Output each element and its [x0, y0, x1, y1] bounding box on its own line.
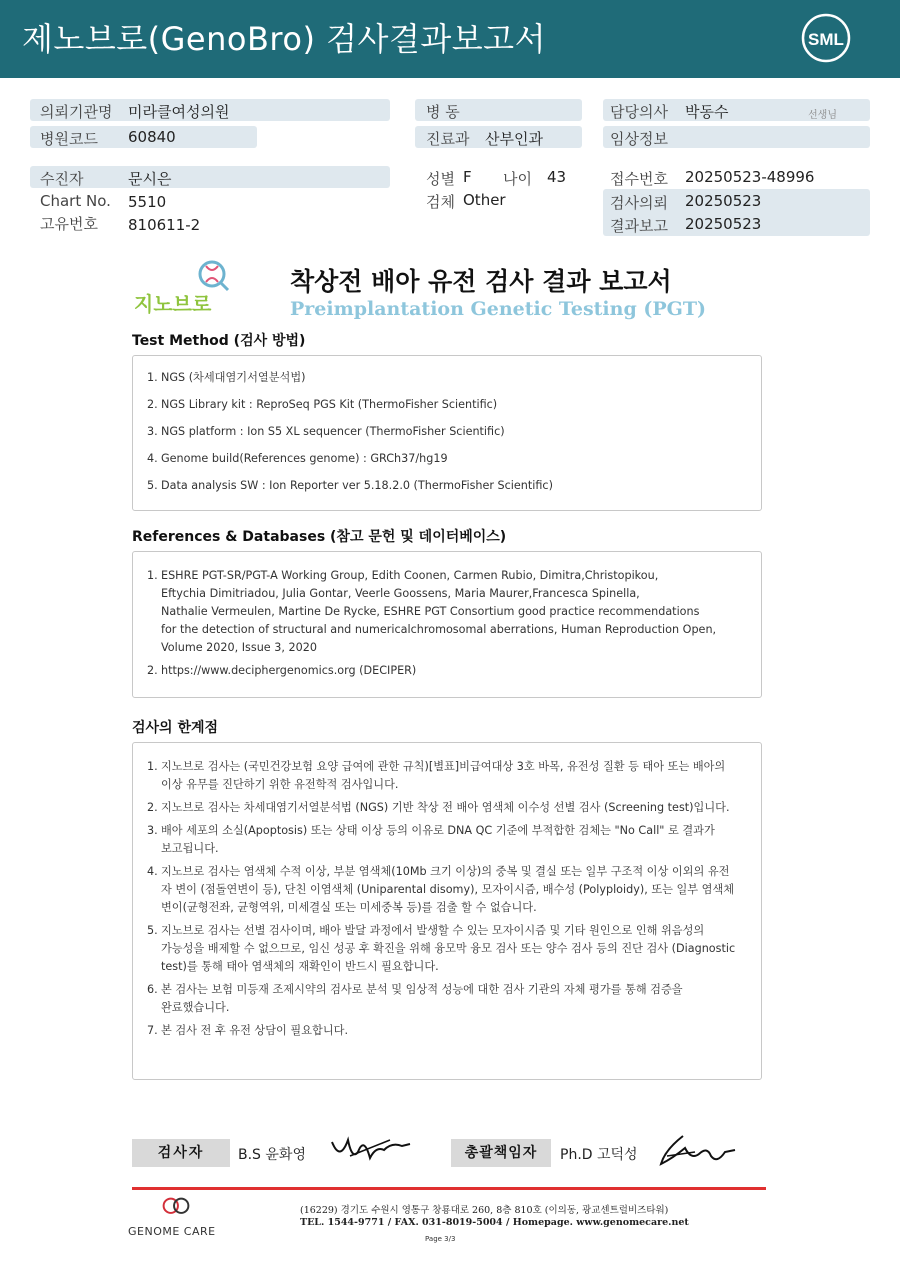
genome-care-logo-text: GENOME CARE	[128, 1225, 216, 1238]
item-line: 가능성을 배제할 수 없으므로, 임신 성공 후 확진을 위해 융모막 융모 검사 또는 양수 검사 등의 진단 검사 (Diagnostic	[161, 942, 736, 955]
unique-id-value: 810611-2	[128, 216, 201, 234]
result-report-label: 결과보고	[610, 217, 668, 235]
footer-address: (16229) 경기도 수원시 영통구 창룡대로 260, 8층 810호 (이의동, 광교센트럴비즈타워)	[300, 1205, 669, 1216]
item-number: 7.	[147, 1024, 158, 1037]
sml-logo-text: SML	[808, 30, 844, 49]
receipt-no-value: 20250523-48996	[685, 168, 815, 186]
list-item	[147, 822, 747, 858]
list-item	[147, 369, 747, 387]
patient-label: 수진자	[40, 170, 84, 188]
report-subtitle: Preimplantation Genetic Testing (PGT)	[290, 298, 706, 320]
list-item	[147, 477, 747, 495]
clinical-info-label: 임상정보	[610, 130, 668, 148]
item-number: 6.	[147, 983, 158, 996]
test-method-box	[132, 355, 762, 511]
report-header	[0, 0, 900, 78]
item-line: 지노브로 검사는 염색체 수적 이상, 부분 염색체(10Mb 크기 이상)의 중복 및 결실 또는 일부 구조적 이상 이외의 유전	[161, 865, 730, 878]
list-item	[147, 981, 747, 1017]
unique-id-label: 고유번호	[40, 215, 98, 233]
item-text: Genome build(References genome) : GRCh37/hg19	[161, 452, 448, 465]
item-line: 보고됩니다.	[161, 842, 219, 855]
item-number: 1.	[147, 760, 158, 773]
department-label: 진료과	[426, 130, 470, 148]
item-line: 지노브로 검사는 차세대염기서열분석법 (NGS) 기반 착상 전 배아 염색체 이수성 선별 검사 (Screening test)입니다.	[161, 801, 730, 814]
test-method-title: Test Method (검사 방법)	[132, 333, 306, 349]
item-line: 변이(균형전좌, 균형역위, 미세결실 또는 미세중복 등)를 검출 할 수 없습니다.	[161, 901, 537, 914]
footer-divider	[132, 1187, 766, 1190]
director-label: 총괄책임자	[451, 1139, 551, 1167]
list-item	[147, 758, 747, 794]
sml-logo-icon	[800, 12, 852, 64]
item-number: 3.	[147, 425, 158, 438]
list-item	[147, 799, 747, 817]
doctor-suffix: 선생님	[808, 110, 837, 121]
list-item	[147, 922, 747, 976]
list-item	[147, 567, 747, 657]
list-item	[147, 863, 747, 917]
item-line: 지노브로 검사는 (국민건강보험 요양 급여에 관한 규칙)[별표]비급여대상 3호 바목, 유전성 질환 등 태아 또는 배아의	[161, 760, 726, 773]
item-line: 이상 유무를 진단하기 위한 유전학적 검사입니다.	[161, 778, 399, 791]
item-line: 완료했습니다.	[161, 1001, 230, 1014]
item-text: NGS Library kit : ReproSeq PGS Kit (ThermoFisher Scientific)	[161, 398, 498, 411]
requesting-institution-value: 미라클여성의원	[128, 103, 230, 121]
item-line: 지노브로 검사는 선별 검사이며, 배아 발달 과정에서 발생할 수 있는 모자이시즘 및 기타 원인으로 인해 위음성의	[161, 924, 705, 937]
item-number: 3.	[147, 824, 158, 837]
item-number: 5.	[147, 479, 158, 492]
item-number: 5.	[147, 924, 158, 937]
item-text: NGS platform : Ion S5 XL sequencer (ThermoFisher Scientific)	[161, 425, 505, 438]
report-title: 착상전 배아 유전 검사 결과 보고서	[290, 267, 672, 296]
doctor-value: 박동수	[685, 103, 729, 121]
footer-contact: TEL. 1544-9771 / FAX. 031-8019-5004 / Homepage. www.genomecare.net	[300, 1217, 689, 1228]
ward-label: 병 동	[426, 103, 460, 121]
item-line: Eftychia Dimitriadou, Julia Gontar, Veerle Goossens, Maria Maurer,Francesca Spinella,	[161, 587, 640, 600]
limitations-title: 검사의 한계점	[132, 720, 219, 736]
list-item	[147, 396, 747, 414]
item-number: 4.	[147, 865, 158, 878]
item-number: 2.	[147, 801, 158, 814]
item-line: Volume 2020, Issue 3, 2020	[161, 641, 317, 654]
list-item	[147, 423, 747, 441]
item-text: NGS (차세대염기서열분석법)	[161, 371, 306, 384]
examiner-signature-icon	[330, 1132, 415, 1168]
item-line: test)를 통해 태아 염색체의 재확인이 반드시 필요합니다.	[161, 960, 439, 973]
item-line: ESHRE PGT-SR/PGT-A Working Group, Edith Coonen, Carmen Rubio, Dimitra,Christopikou,	[161, 569, 659, 582]
director-signature-icon	[655, 1130, 740, 1170]
chart-no-label: Chart No.	[40, 192, 111, 210]
reference-link[interactable]: https://www.deciphergenomics.org (DECIPER)	[161, 664, 417, 677]
item-number: 1.	[147, 371, 158, 384]
item-number: 2.	[147, 398, 158, 411]
info-bar	[30, 166, 390, 188]
item-line: Nathalie Vermeulen, Martine De Rycke, ESHRE PGT Consortium good practice recommendations	[161, 605, 700, 618]
sex-label: 성별	[426, 170, 455, 188]
item-line: for the detection of structural and numericalchromosomal aberrations, Human Reproduction Open,	[161, 623, 717, 636]
item-number: 4.	[147, 452, 158, 465]
hospital-code-label: 병원코드	[40, 130, 98, 148]
doctor-label: 담당의사	[610, 103, 668, 121]
limitations-box	[132, 742, 762, 1080]
genobro-logo-text: 지노브로	[134, 292, 212, 316]
list-item	[147, 662, 747, 680]
item-line: 본 검사 전 후 유전 상담이 필요합니다.	[161, 1024, 349, 1037]
genome-care-logo-icon	[128, 1196, 224, 1226]
age-label: 나이	[503, 170, 532, 188]
specimen-label: 검체	[426, 193, 455, 211]
item-line: 자 변이 (점돌연변이 등), 단친 이염색체 (Uniparental disomy), 모자이시즘, 배수성 (Polyploidy), 또는 일부 염색체	[161, 883, 735, 896]
chart-no-value: 5510	[128, 193, 167, 211]
genobro-logo-icon	[132, 258, 252, 318]
receipt-no-label: 접수번호	[610, 170, 668, 188]
result-report-value: 20250523	[685, 215, 762, 233]
test-request-value: 20250523	[685, 192, 762, 210]
item-line: 본 검사는 보험 미등재 조제시약의 검사로 분석 및 임상적 성능에 대한 검사 기관의 자체 평가를 통해 검증을	[161, 983, 683, 996]
list-item	[147, 450, 747, 468]
examiner-label: 검사자	[132, 1139, 230, 1167]
item-number: 1.	[147, 569, 158, 582]
list-item	[147, 1022, 747, 1040]
page-number: Page 3/3	[425, 1235, 456, 1243]
item-number: 2.	[147, 664, 158, 677]
test-request-label: 검사의뢰	[610, 194, 668, 212]
examiner-name: B.S 윤화영	[238, 1147, 306, 1163]
specimen-value: Other	[463, 191, 506, 209]
item-text: Data analysis SW : Ion Reporter ver 5.18.2.0 (ThermoFisher Scientific)	[161, 479, 553, 492]
hospital-code-value: 60840	[128, 128, 176, 146]
sex-value: F	[463, 168, 472, 186]
item-line: 배아 세포의 소실(Apoptosis) 또는 상태 이상 등의 이유로 DNA QC 기준에 부적합한 검체는 "No Call" 로 결과가	[161, 824, 715, 837]
department-value: 산부인과	[485, 130, 543, 148]
requesting-institution-label: 의뢰기관명	[40, 103, 113, 121]
references-title: References & Databases (참고 문헌 및 데이터베이스)	[132, 529, 507, 545]
director-name: Ph.D 고덕성	[560, 1147, 638, 1163]
report-header-title: 제노브로(GenoBro) 검사결과보고서	[22, 20, 547, 58]
age-value: 43	[547, 168, 567, 186]
patient-value: 문시은	[128, 170, 172, 188]
references-box	[132, 551, 762, 698]
